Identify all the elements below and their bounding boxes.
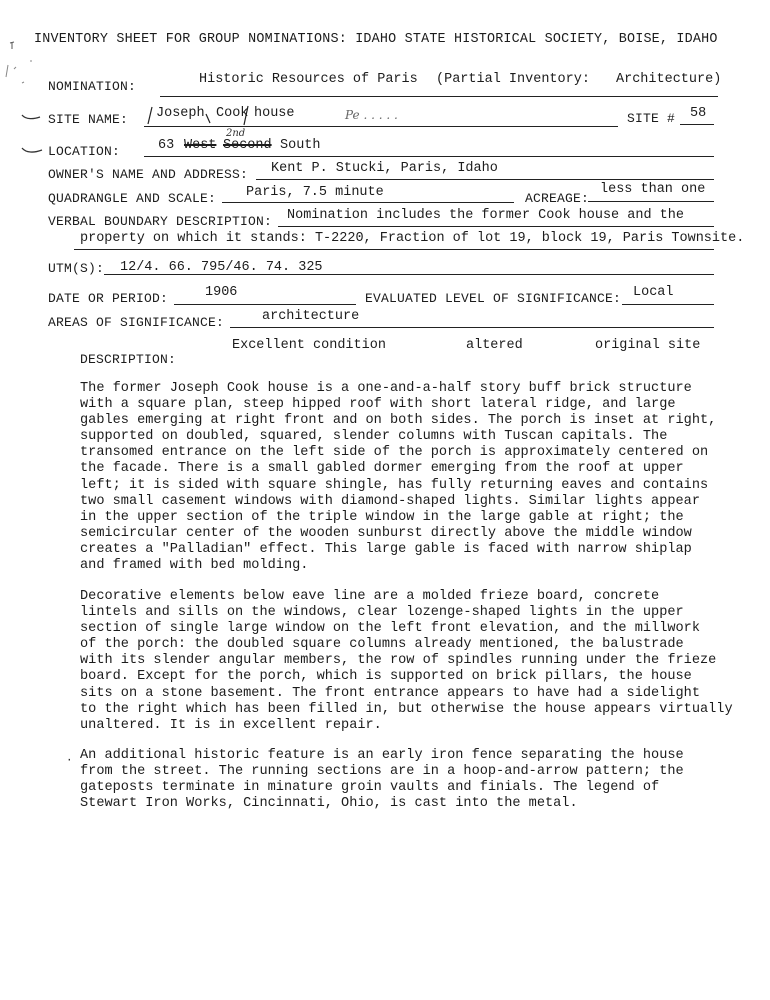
significance-value: Local	[633, 285, 674, 300]
location-handwritten-2nd: 2nd	[226, 128, 246, 139]
form-title: INVENTORY SHEET FOR GROUP NOMINATIONS: IDAHO STATE HISTORICAL SOCIETY, BOISE, IDAHO	[34, 32, 718, 47]
owner-underline	[256, 179, 714, 180]
text-line: and framed with bed molding.	[80, 558, 309, 574]
boundary-line-1: Nomination includes the former Cook house and the	[287, 208, 684, 223]
nomination-value: Historic Resources of Paris	[199, 72, 418, 87]
text-line: transomed entrance on the left side of the porch is approximately centered on	[80, 445, 709, 461]
text-line: sits on a stone basement. The front entrance appears to have had a sidelight	[80, 685, 700, 701]
owner-value: Kent P. Stucki, Paris, Idaho	[271, 161, 498, 176]
site-status-value: original site	[595, 338, 701, 353]
location-street: South	[280, 138, 321, 153]
quadrangle-underline	[222, 202, 514, 203]
text-line: Stewart Iron Works, Cincinnati, Ohio, is cast into the metal.	[80, 796, 578, 812]
site-name-handwritten-note: Pe . . . . .	[345, 108, 398, 122]
areas-underline	[230, 327, 714, 328]
significance-underline	[622, 304, 714, 305]
text-line: with a square plan, steep hipped roof with short lateral ridge, and large	[80, 397, 676, 413]
quadrangle-label: QUADRANGLE AND SCALE:	[48, 191, 217, 206]
acreage-value: less than one	[600, 182, 706, 197]
utm-underline	[104, 274, 714, 275]
altered-value: altered	[466, 338, 523, 353]
significance-label: EVALUATED LEVEL OF SIGNIFICANCE:	[365, 291, 622, 306]
quadrangle-value: Paris, 7.5 minute	[246, 185, 384, 200]
site-name-type: house	[254, 106, 295, 121]
areas-value: architecture	[262, 309, 360, 324]
text-line: creates a "Palladian" effect. This large gable is faced with narrow shiplap	[80, 541, 692, 557]
site-number-value: 58	[690, 106, 707, 121]
areas-label: AREAS OF SIGNIFICANCE:	[48, 315, 225, 330]
date-value: 1906	[205, 285, 238, 300]
nomination-label: NOMINATION:	[48, 79, 137, 94]
utm-value: 12/4. 66. 795/46. 74. 325	[120, 260, 323, 275]
owner-label: OWNER'S NAME AND ADDRESS:	[48, 167, 249, 182]
location-number: 63	[158, 138, 175, 153]
acreage-underline	[588, 201, 714, 202]
site-name-label: SITE NAME:	[48, 112, 129, 127]
text-line: two small casement windows with diamond-shaped lights. Similar lights appear	[80, 493, 700, 509]
location-struck-west: West	[184, 138, 217, 153]
location-label: LOCATION:	[48, 144, 121, 159]
site-number-underline	[680, 124, 714, 125]
boundary-underline-1	[278, 226, 714, 227]
location-struck-second: Second	[223, 138, 272, 153]
bullet-mark: ·	[66, 755, 73, 767]
condition-value: Excellent condition	[232, 338, 386, 353]
text-line: left; it is sided with square shingle, has fully returning eaves and contains	[80, 477, 709, 493]
text-line: to the right which has been filled in, but otherwise the house appears virtually	[80, 701, 733, 717]
text-line: section of single large window on the left front elevation, and the millwork	[80, 621, 700, 637]
text-line: gateposts terminate in minature groin vaults and finials. The legend of	[80, 780, 660, 796]
text-line: the facade. There is a small gabled dormer emerging from the roof at upper	[80, 461, 684, 477]
text-line: supported on doubled, squared, slender columns with Tuscan capitals. The	[80, 429, 668, 445]
text-line: unaltered. It is in excellent repair.	[80, 717, 382, 733]
description-paragraph-1	[80, 381, 716, 574]
text-line: gables emerging at right front and on both sides. The porch is inset at right,	[80, 413, 717, 429]
nomination-architecture: Architecture)	[616, 72, 722, 87]
text-line: board. Except for the porch, which is supported on brick pillars, the house	[80, 669, 692, 685]
text-line: of the porch: the doubled square columns already mentioned, the balustrade	[80, 637, 684, 653]
text-line: from the street. The running sections are in a hoop-and-arrow pattern; the	[80, 764, 684, 780]
text-line: semicircular center of the wooden sunburst directly above the middle window	[80, 525, 692, 541]
nomination-underline	[160, 96, 718, 97]
text-line: in the upper section of the triple window in the large gable at right; the	[80, 509, 684, 525]
text-line: lintels and sills on the windows, clear lozenge-shaped lights in the upper	[80, 605, 684, 621]
date-underline	[174, 304, 356, 305]
acreage-label: ACREAGE:	[525, 191, 590, 206]
text-line: with its slender angular members, the row of spindles running under the frieze	[80, 653, 717, 669]
boundary-line-2: property on which it stands: T-2220, Fraction of lot 19, block 19, Paris Townsite.	[80, 231, 745, 246]
date-label: DATE OR PERIOD:	[48, 291, 169, 306]
text-line: The former Joseph Cook house is a one-and-a-half story buff brick structure	[80, 381, 692, 396]
location-underline	[144, 156, 714, 157]
description-paragraph-2	[80, 589, 733, 734]
site-number-label: SITE #	[627, 111, 676, 126]
utm-label: UTM(S):	[48, 261, 105, 276]
description-label: DESCRIPTION:	[80, 352, 177, 367]
text-line: Decorative elements below eave line are a molded frieze board, concrete	[80, 589, 660, 604]
boundary-underline-2	[74, 249, 714, 250]
boundary-label: VERBAL BOUNDARY DESCRIPTION:	[48, 214, 273, 229]
text-line: An additional historic feature is an early iron fence separating the house	[80, 748, 684, 763]
site-name-first: Joseph	[156, 106, 205, 121]
site-name-underline	[144, 126, 618, 127]
site-name-last: Cook	[216, 106, 249, 121]
nomination-partial-inventory: (Partial Inventory:	[436, 72, 590, 87]
description-paragraph-3	[80, 748, 684, 812]
